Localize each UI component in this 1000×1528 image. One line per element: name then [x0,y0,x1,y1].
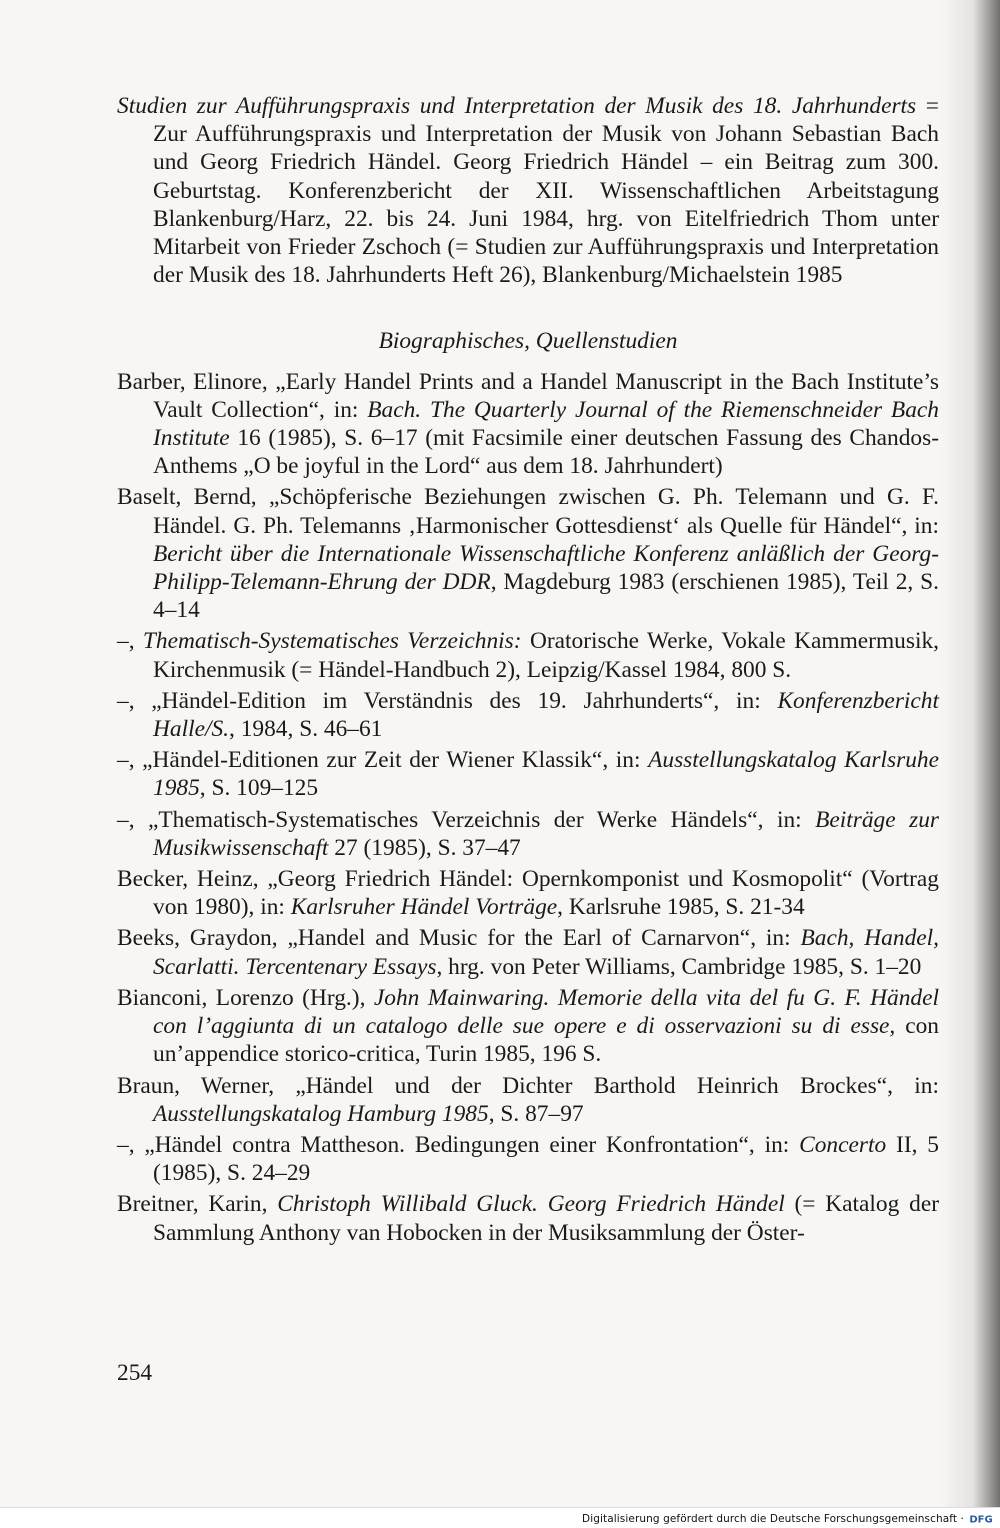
bibliography-entry [117,687,939,743]
entry-text: = Zur Aufführungspraxis und Interpretation der Musik von Johann Sebastian Bach und Georg Friedrich Händel. Georg Friedrich Händel – ein Beitrag zum 300. Geburtstag. Konferenzbericht der XII. Wissenschaftlichen Arbeitstagung Blankenburg/Harz, 22. bis 24. Juni 1984, hrg. von Eitelfriedrich Thom unter Mitarbeit von Frieder Zschoch (= Studien zur Aufführungspraxis und Interpretation der Musik des 18. Jahrhunderts Heft 26), Blankenburg/Michaelstein 1985 [153,93,939,289]
digitization-footer [0,1507,1000,1528]
bibliography-entry [117,746,939,802]
bibliography-entry [117,627,939,683]
entry-text: , hrg. von Peter Williams, Cambridge 1985, S. 1–20 [436,953,922,980]
section-heading: Biographisches, Quellenstudien [378,328,678,355]
dfg-logo [968,1512,994,1525]
bibliography-entry [117,865,939,921]
entry-title: Ausstellungskatalog Karlsruhe 1985 [153,747,940,802]
entry-text: , S. 109–125 [199,775,319,802]
entry-text: –, „Händel-Edition im Verständnis des 19. Jahrhunderts“, in: [117,687,778,714]
entry-title: Concerto [799,1131,887,1158]
entry-text: Becker, Heinz, „Georg Friedrich Händel: Opernkomponist und Kosmopolit“ (Vortrag von 1980), in: [117,866,939,921]
bibliography-entry [117,924,939,980]
bibliography-entry [117,1190,939,1246]
entry-title: Beiträge zur Musikwissenschaft [153,806,939,861]
bibliography-entry [117,1131,939,1187]
dfg-logo-text: DFG [969,1514,993,1525]
entry-text: –, „Händel contra Mattheson. Bedingungen einer Konfrontation“, in: [117,1131,800,1158]
bibliography-entry [117,1072,939,1128]
entry-text: Bianconi, Lorenzo (Hrg.), [117,984,374,1011]
bibliography-content [117,92,939,1250]
bibliography-entry [117,806,939,862]
entry-text: Beeks, Graydon, „Handel and Music for the Earl of Carnarvon“, in: [117,925,801,952]
entry-title: Bach. The Quarterly Journal of the Riemenschneider Bach Institute [153,396,939,452]
entry-title: Thematisch-Systematisches Verzeichnis: [142,628,522,655]
entry-title: Konferenzbericht Halle/S. [153,687,939,743]
entry-text: –, „Thematisch-Systematisches Verzeichnis der Werke Händels“, in: [117,806,816,833]
entry-text: Braun, Werner, „Händel und der Dichter Barthold Heinrich Brockes“, in: [117,1072,939,1099]
entry-title: Christoph Willibald Gluck. Georg Friedrich Händel [277,1191,785,1218]
bibliography-entry [117,368,939,481]
entry-text: –, [117,628,143,655]
entry-text: Breitner, Karin, [117,1191,278,1218]
entry-text: , Karlsruhe 1985, S. 21-34 [557,894,805,921]
entry-title: Bach, Handel, Scarlatti. Tercentenary Essays [153,925,939,980]
bibliography-entry [117,483,939,624]
entry-title: John Mainwaring. Memorie della vita del fu G. F. Händel con l’aggiunta di un catalogo delle sue opere e di osservazioni su di esse, [153,984,939,1040]
entry-text: II, 5 (1985), S. 24–29 [153,1131,939,1187]
entry-text: –, „Händel-Editionen zur Zeit der Wiener Klassik“, in: [117,747,649,774]
entry-text: Barber, Elinore, „Early Handel Prints and a Handel Manuscript in the Bach Institute’s Vault Collection“, in: [117,368,939,423]
bibliography-entry-lead [117,92,939,289]
entry-text: 27 (1985), S. 37–47 [328,834,521,861]
entry-text: (= Katalog der Sammlung Anthony van Hobocken in der Musiksammlung der Öster- [153,1191,939,1246]
digitization-credit: Digitalisierung gefördert durch die Deutsche Forschungsgemeinschaft · [582,1513,964,1525]
entry-text: Baselt, Bernd, „Schöpferische Beziehungen zwischen G. Ph. Telemann und G. F. Händel. G. Ph. Telemanns ‚Harmonischer Gottesdienst‘ als Quelle für Händel“, in: [117,484,939,539]
entry-title: Studien zur Aufführungspraxis und Interpretation der Musik des 18. Jahrhunderts [117,93,917,119]
entry-text: , Magdeburg 1983 (erschienen 1985), Teil 2, S. 4–14 [153,569,939,624]
page-number: 254 [117,1360,153,1386]
entry-text: , 1984, S. 46–61 [229,716,383,743]
entry-text: con un’appendice storico-critica, Turin 1985, 196 S. [153,1013,939,1068]
entry-text: Oratorische Werke, Vokale Kammermusik, Kirchenmusik (= Händel-Handbuch 2), Leipzig/Kassel 1984, 800 S. [153,628,940,683]
entry-text: 16 (1985), S. 6–17 (mit Facsimile einer deutschen Fassung des Chandos-Anthems „O be joyful in the Lord“ aus dem 18. Jahrhundert) [153,425,939,480]
bibliography-entry [117,984,939,1069]
entry-title: Bericht über die Internationale Wissenschaftliche Konferenz anläßlich der Georg-Philipp-Telemann-Ehrung der DDR [153,540,939,596]
entry-title: Karlsruher Händel Vorträge [290,894,558,921]
entry-text: , S. 87–97 [488,1100,584,1127]
entry-title: Ausstellungskatalog Hamburg 1985 [153,1100,489,1127]
